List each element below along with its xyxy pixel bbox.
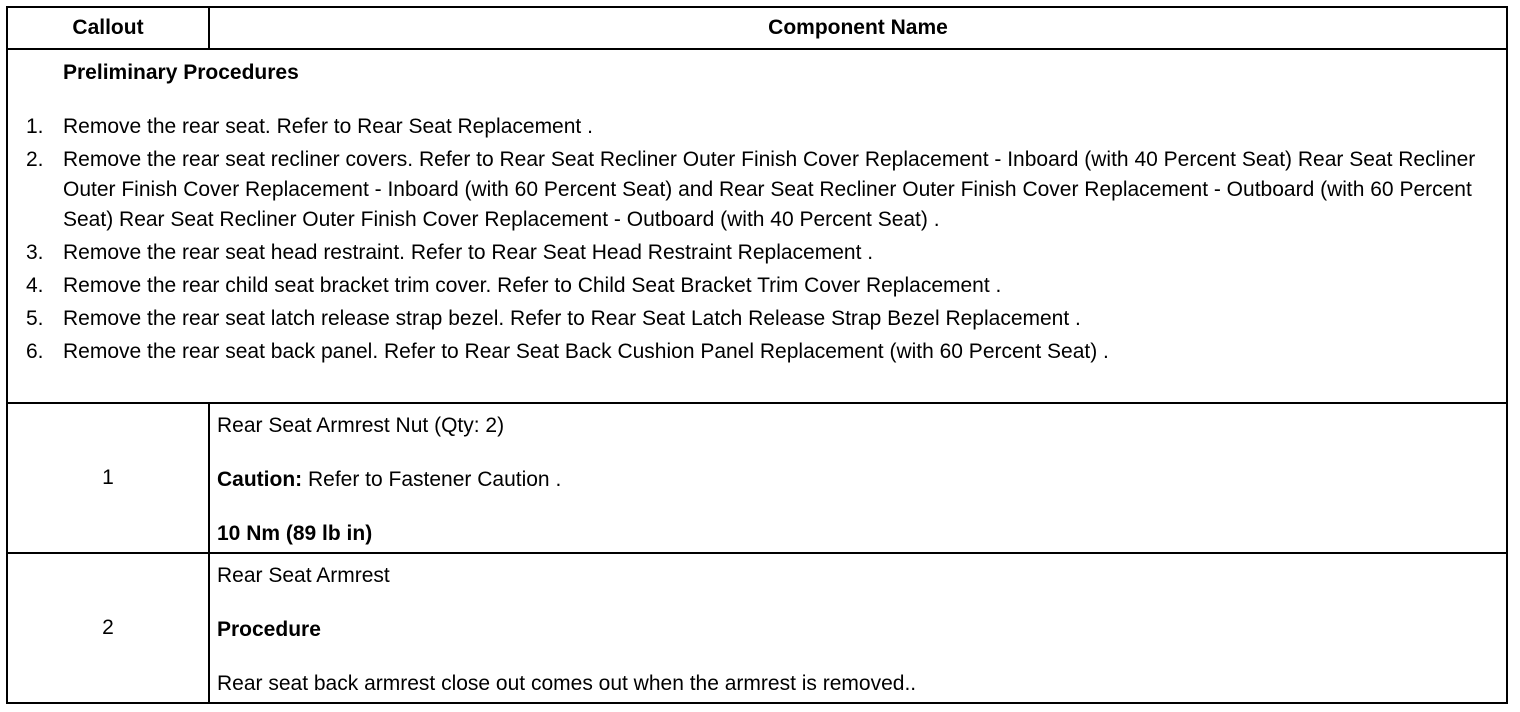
table-row bbox=[7, 403, 1507, 553]
step-text: Remove the rear seat head restraint. Refer to Rear Seat Head Restraint Replacement . bbox=[63, 241, 874, 265]
step-number: 3. bbox=[26, 241, 44, 265]
caution-label: Caution: bbox=[217, 467, 303, 491]
step-item bbox=[8, 271, 1506, 301]
step-item bbox=[8, 304, 1506, 334]
table-header-row bbox=[7, 7, 1507, 49]
step-number: 4. bbox=[26, 274, 44, 298]
component-cell bbox=[209, 553, 1507, 703]
step-text: Remove the rear seat back panel. Refer to Rear Seat Back Cushion Panel Replacement (with 60 Percent Seat) . bbox=[63, 340, 1109, 364]
callout-number: 1 bbox=[7, 403, 209, 553]
caution-text: Refer to Fastener Caution . bbox=[302, 467, 562, 491]
torque-spec: 10 Nm (89 lb in) bbox=[217, 521, 373, 545]
component-name: Rear Seat Armrest bbox=[217, 563, 390, 587]
preliminary-steps-list bbox=[8, 112, 1506, 367]
step-number: 1. bbox=[26, 115, 44, 139]
component-name-header: Component Name bbox=[209, 7, 1507, 49]
step-number: 6. bbox=[26, 340, 44, 364]
step-item bbox=[8, 238, 1506, 268]
procedure-text: Rear seat back armrest close out comes out when the armrest is removed.. bbox=[217, 671, 917, 695]
preliminary-row bbox=[7, 49, 1507, 403]
preliminary-procedures bbox=[7, 49, 1507, 403]
callout-number: 2 bbox=[7, 553, 209, 703]
step-number: 5. bbox=[26, 307, 44, 331]
component-table bbox=[6, 6, 1508, 704]
caution-note bbox=[217, 466, 1500, 494]
step-item bbox=[8, 145, 1506, 235]
callout-header: Callout bbox=[7, 7, 209, 49]
procedure-label: Procedure bbox=[217, 617, 321, 641]
step-text: Remove the rear seat recliner covers. Refer to Rear Seat Recliner Outer Finish Cover Replacement - Inboard (with 40 Percent Seat) Rear Seat Recliner Outer Finish Cover Replacement - Inboard (with 60 Percent Seat) and Rear Seat Recliner Outer Finish Cover Replacement - Outboard (with 60 Percent Seat) Rear Seat Recliner Outer Finish Cover Replacement - Outboard (with 40 Percent Seat) . bbox=[63, 148, 1476, 232]
table-row bbox=[7, 553, 1507, 703]
component-name: Rear Seat Armrest Nut (Qty: 2) bbox=[217, 413, 505, 437]
step-item bbox=[8, 337, 1506, 367]
preliminary-title: Preliminary Procedures bbox=[63, 61, 299, 85]
step-item bbox=[8, 112, 1506, 142]
procedure-sheet bbox=[6, 6, 1506, 704]
step-text: Remove the rear seat. Refer to Rear Seat Replacement . bbox=[63, 115, 593, 139]
component-cell bbox=[209, 403, 1507, 553]
step-number: 2. bbox=[26, 148, 44, 172]
step-text: Remove the rear seat latch release strap bezel. Refer to Rear Seat Latch Release Strap Bezel Replacement . bbox=[63, 307, 1081, 331]
step-text: Remove the rear child seat bracket trim cover. Refer to Child Seat Bracket Trim Cover Replacement . bbox=[63, 274, 1002, 298]
